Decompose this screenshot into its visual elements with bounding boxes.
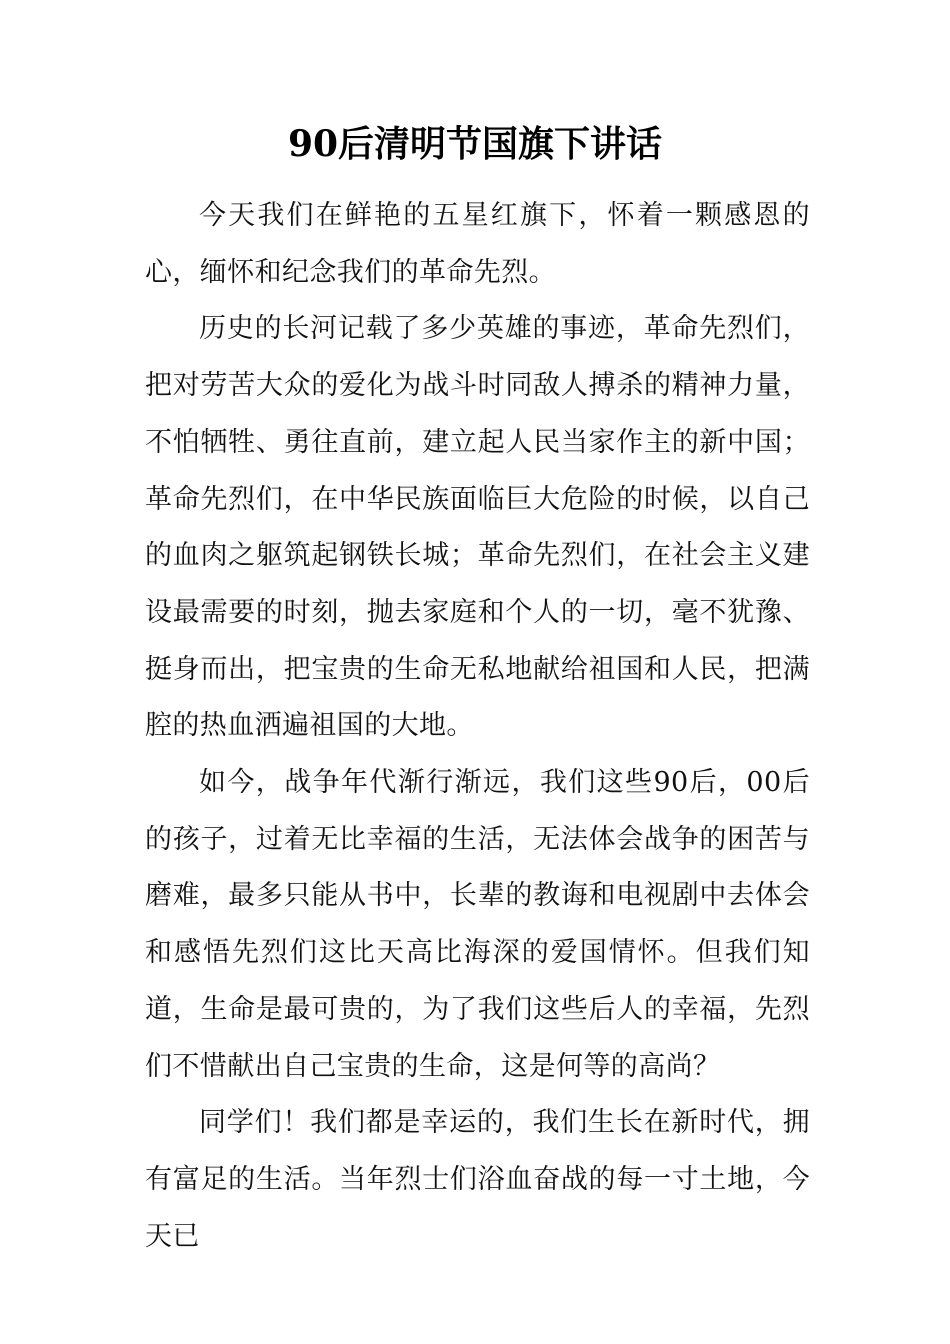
paragraph-1: 今天我们在鲜艳的五星红旗下，怀着一颗感恩的心，缅怀和纪念我们的革命先烈。 [145,200,810,288]
document-body [145,188,810,1265]
paragraph-4: 同学们！我们都是幸运的，我们生长在新时代，拥有富足的生活。当年烈士们浴血奋战的每一寸土地，今天已 [145,1107,810,1252]
document-title: 90后清明节国旗下讲话 [287,123,663,165]
paragraph-2: 历史的长河记载了多少英雄的事迹，革命先烈们，把对劳苦大众的爱化为战斗时同敌人搏杀的精神力量，不怕牺牲、勇往直前，建立起人民当家作主的新中国；革命先烈们，在中华民族面临巨大危险的时候，以自己的血肉之躯筑起钢铁长城；革命先烈们，在社会主义建设最需要的时刻，抛去家庭和个人的一切，毫不犹豫、挺身而出，把宝贵的生命无私地献给祖国和人民，把满腔的热血洒遍祖国的大地。 [145,313,810,742]
paragraph-3: 如今，战争年代渐行渐远，我们这些90后，00后的孩子，过着无比幸福的生活，无法体会战争的困苦与磨难，最多只能从书中，长辈的教诲和电视剧中去体会和感悟先烈们这比天高比海深的爱国情怀。但我们知道，生命是最可贵的，为了我们这些后人的幸福，先烈们不惜献出自己宝贵的生命，这是何等的高尚？ [145,767,810,1082]
